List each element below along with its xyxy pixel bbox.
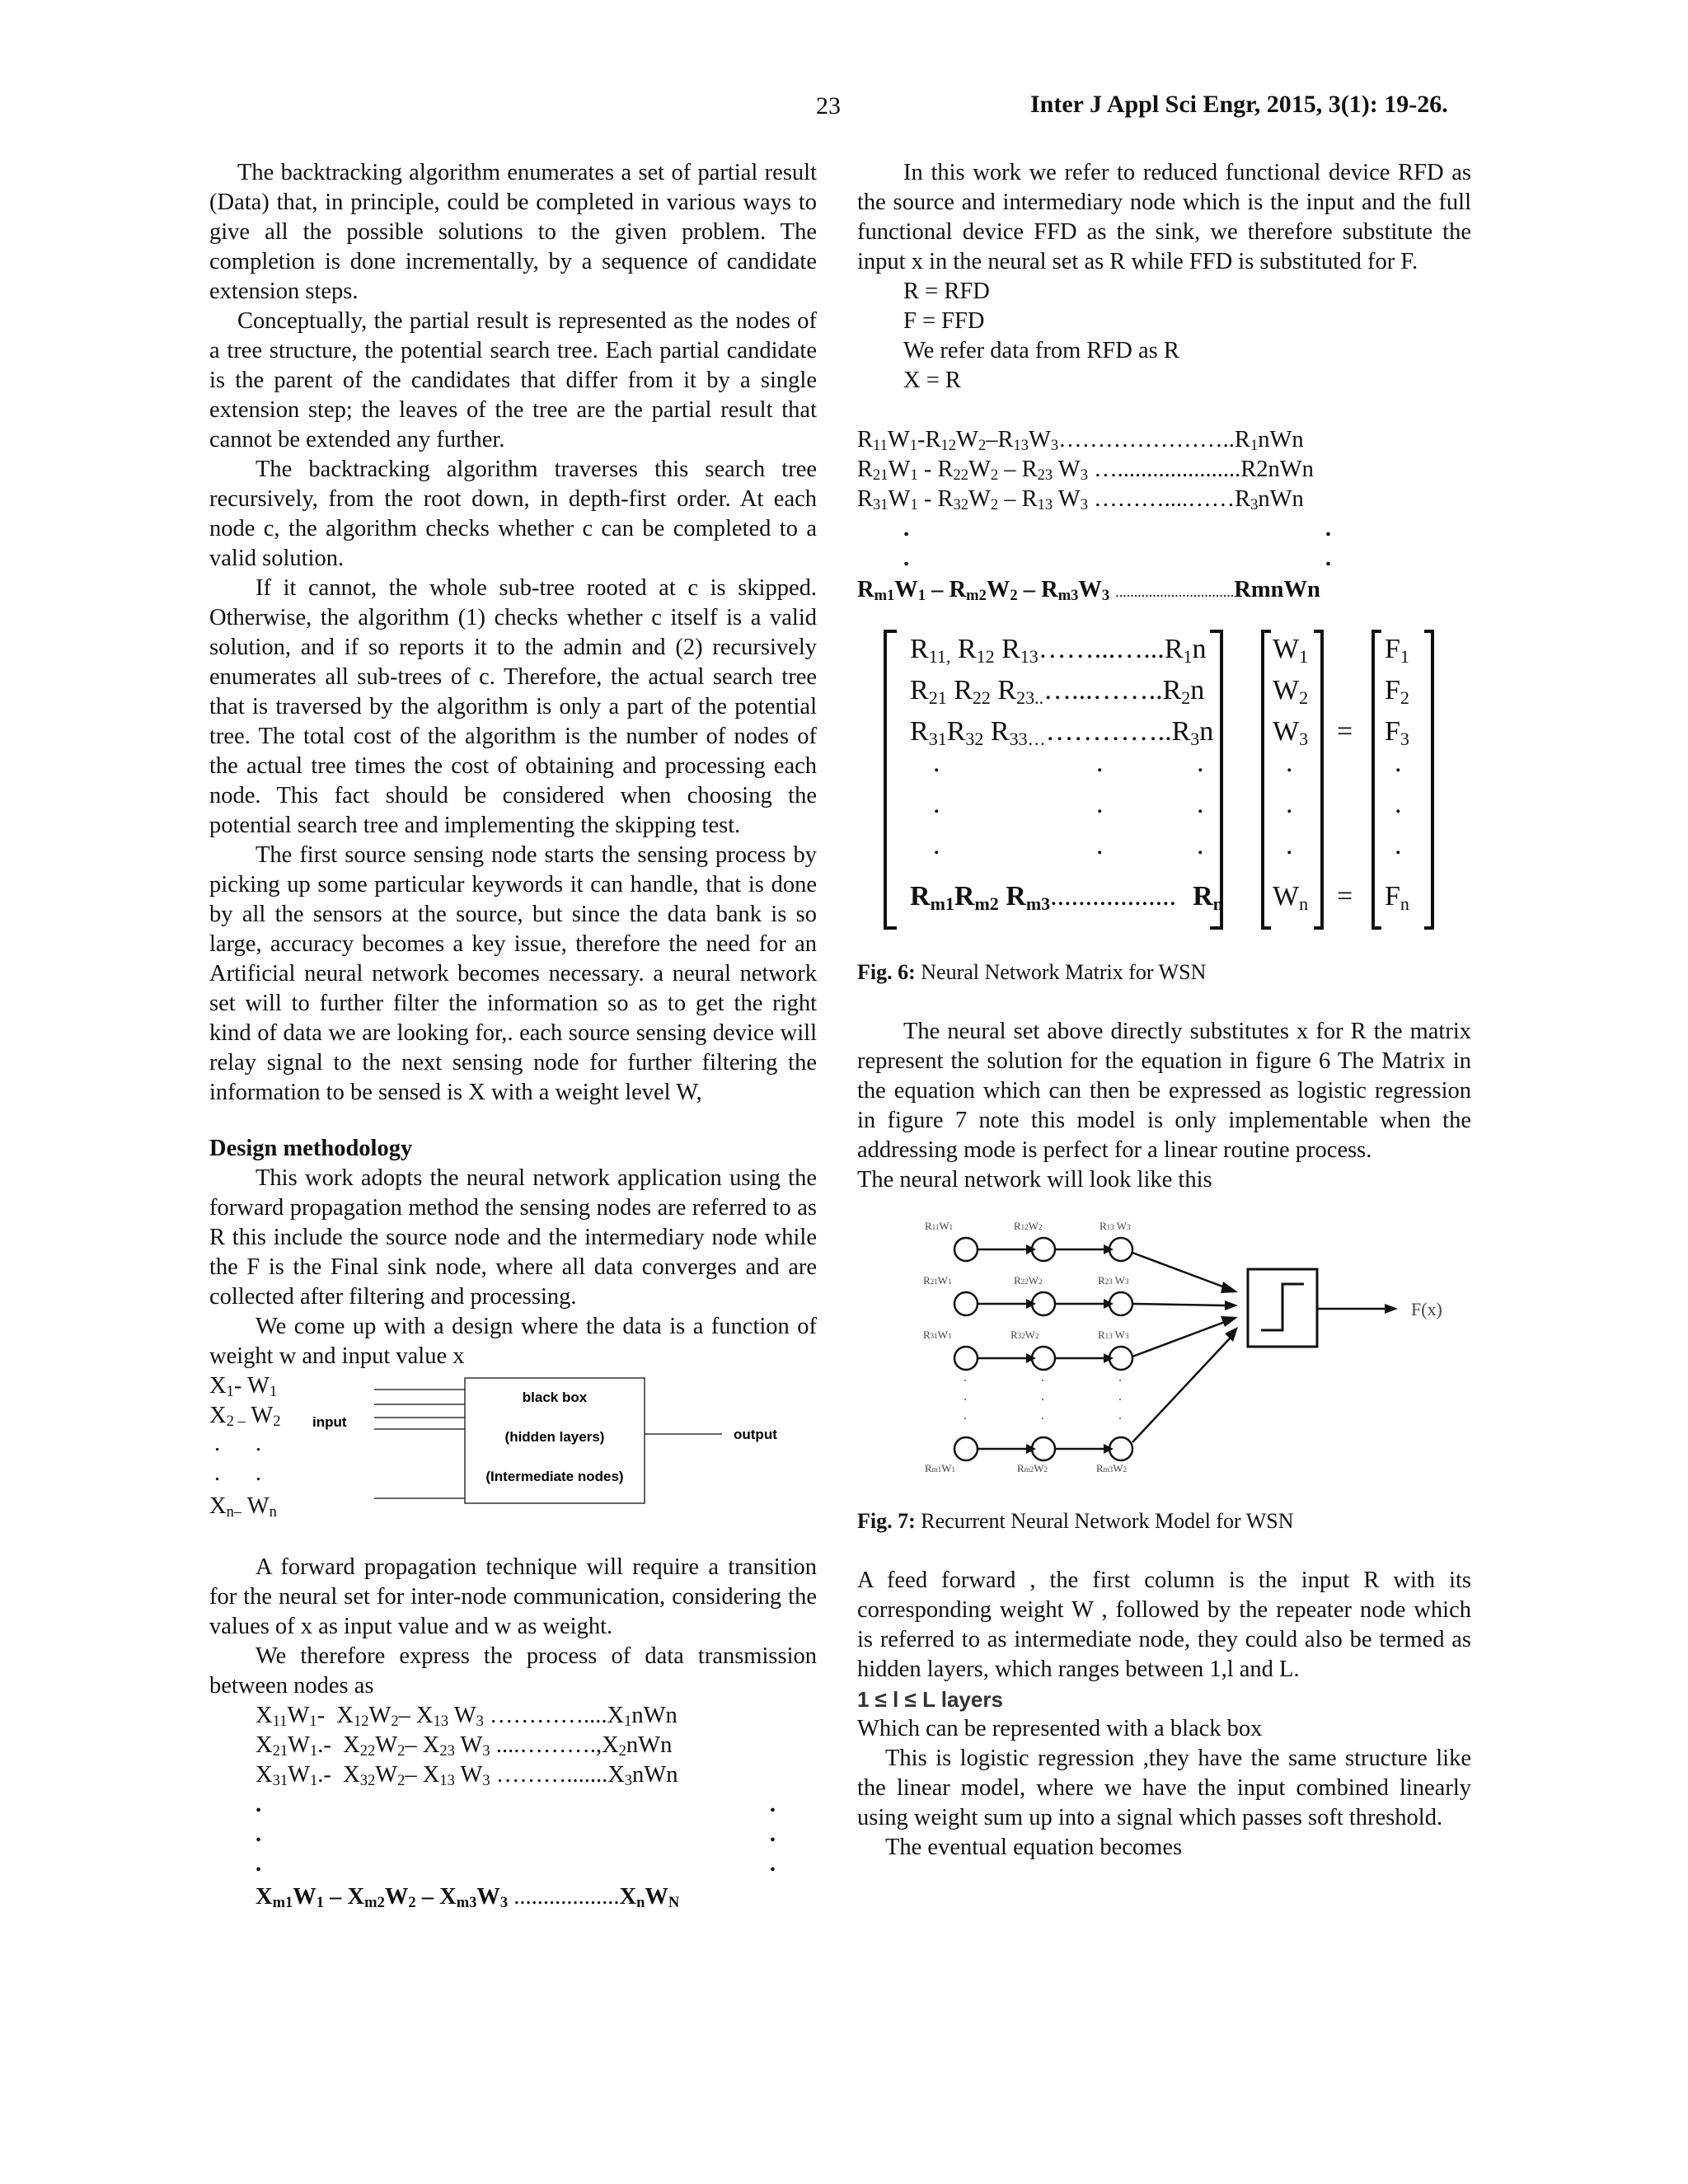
- paragraph-rfd-ffd: In this work we refer to reduced functional device RFD as the source and intermediary node which is the input and the full functional device FFD as the sink, we therefore substitute the input x in the neural set as R while FFD is substituted for F.: [857, 160, 1471, 274]
- x-dots-3: . .: [256, 1851, 776, 1877]
- svg-text:W2: W2: [1273, 675, 1309, 708]
- svg-text:R11W1: R11W1: [925, 1220, 954, 1232]
- svg-text:R32W2: R32W2: [1010, 1329, 1039, 1341]
- x-equation-2: $X_{21}W_1.-$ $X_{22}W_2-$ $X_{23}$ $W_3$ $....\dots\dots\dots.,X_2nWn$: [256, 1732, 673, 1760]
- r-equation-2: $R_{21}W_1 - R_{22}W_2 - R_{23}$ $W_3$ ….....................R2nWn: [857, 457, 1314, 484]
- svg-text:.: .: [1395, 789, 1402, 819]
- definition-f: F = FFD: [903, 308, 985, 334]
- svg-text:Rm1W1: Rm1W1: [925, 1462, 955, 1474]
- paragraph-forward-propagation: A forward propagation technique will require a transition for the neural set for inter-node communication, considering the values of x as input value and w as weight.: [209, 1554, 817, 1639]
- paragraph-neural-set: The neural set above directly substitutes x for R the matrix represent the solution for the equation in figure 6 The Matrix in the equation which can then be expressed as logistic regression in figure 7 note this model is only implementable when the addressing mode is perfect for a linear routine process.: [857, 1019, 1471, 1163]
- x-equation-1: $X_{11}W_1-$ $X_{12}W_2-$ $X_{13}$ $W_3$ $\dots\dots\dots\dots....X_1nWn$: [256, 1703, 678, 1730]
- svg-text:Wn: Wn: [1273, 881, 1309, 914]
- paragraph-function: We come up with a design where the data is a function of weight w and input value x: [209, 1314, 817, 1369]
- svg-text:·: ·: [963, 1391, 968, 1408]
- input-label: input: [312, 1414, 347, 1430]
- svg-text:=: =: [1337, 881, 1353, 912]
- x-dots-1: . .: [256, 1792, 776, 1817]
- r-equation-3: $R_{31}W_1 - R_{32}W_2 - R_{13}$ $W_3$ $\dots\dots\dots....\dots\dots R_3nWn$: [857, 486, 1304, 513]
- paragraph-feed-forward: A feed forward , the first column is the input R with its corresponding weight W , followed by the repeater node which is referred to as intermediate node, they could also be termed as hidden layers, which ranges between 1,l and L.: [857, 1568, 1471, 1682]
- definition-x: X = R: [903, 368, 961, 393]
- svg-text:·: ·: [963, 1410, 968, 1427]
- svg-text:R11, R12 R13……...…...R1n: R11, R12 R13……...…...R1n: [910, 634, 1207, 667]
- input-dots-2: . .: [214, 1460, 261, 1486]
- svg-text:.: .: [933, 830, 940, 860]
- svg-text:Fn: Fn: [1385, 881, 1409, 914]
- paragraph-design: This work adopts the neural network application using the forward propagation method the sensing nodes are referred to as R this include the source node and the intermediary node while the F is the Final sink node, where all data converges and are collected after filtering and processing.: [209, 1165, 817, 1310]
- figure-6-caption: [857, 958, 1471, 987]
- page-number: 23: [816, 92, 841, 120]
- svg-text:·: ·: [1118, 1391, 1123, 1408]
- layer-range: 1 ≤ l ≤ L layers: [857, 1687, 1003, 1712]
- box-intermediate-nodes: (Intermediate nodes): [485, 1469, 624, 1484]
- definition-data: We refer data from RFD as R: [903, 338, 1179, 363]
- svg-text:R31R32 R33……………..R3n: R31R32 R33……………..R3n: [910, 716, 1214, 749]
- x-equation-3: $X_{31}W_1.-$ $X_{32}W_2-$ $X_{13}$ $W_3$ $\dots\dots\dots.......X_3nWn$: [256, 1762, 678, 1789]
- box-title: black box: [522, 1390, 588, 1405]
- journal-header: Inter J Appl Sci Engr, 2015, 3(1): 19-26.: [1030, 91, 1448, 118]
- svg-text:.: .: [933, 748, 940, 778]
- box-hidden-layers: (hidden layers): [504, 1429, 605, 1445]
- svg-text:.: .: [1395, 748, 1402, 778]
- paragraph-sensing-node: The first source sensing node starts the sensing process by picking up some particular keywords it can handle, that is done by all the sensors at the source, but since the data bank is so large, accuracy becomes a key issue, therefore the need for an Artificial neural network becomes necessary. a neural network set will to further filter the information so as to get the right kind of data we are looking for,. each source sensing device will relay signal to the next sensing node for further filtering the information to be sensed is X with a weight level W,: [209, 842, 817, 1105]
- paragraph-skipping: If it cannot, the whole sub-tree rooted at c is skipped. Otherwise, the algorithm (1) checks whether c itself is a valid solution, and if so reports it to the admin and (2) recursively enumerates all sub-trees of c. Therefore, the actual search tree that is traversed by the algorithm is only a part of the potential tree. The total cost of the algorithm is the number of nodes of the actual tree times the cost of obtaining and processing each node. This fact should be considered when choosing the potential search tree and implementing the skipping test.: [209, 575, 817, 838]
- svg-text:Rm3W2: Rm3W2: [1096, 1462, 1127, 1474]
- r-equations: [857, 425, 1471, 607]
- paragraph-transmission: We therefore express the process of data transmission between nodes as: [209, 1643, 817, 1699]
- figure-6-label: Fig. 6:: [857, 960, 916, 984]
- network-output-label: F(x): [1411, 1299, 1442, 1319]
- svg-text:.: .: [1286, 748, 1293, 778]
- svg-text:·: ·: [1118, 1410, 1123, 1427]
- svg-text:.: .: [1395, 830, 1402, 860]
- svg-text:·: ·: [1118, 1372, 1123, 1389]
- svg-text:·: ·: [963, 1372, 968, 1389]
- r-dots-1: . .: [903, 516, 1331, 541]
- svg-text:F3: F3: [1385, 716, 1409, 749]
- svg-text:=: =: [1337, 716, 1353, 747]
- svg-text:.: .: [1286, 789, 1293, 819]
- right-column: [857, 158, 1471, 1863]
- black-box-diagram: [209, 1371, 817, 1523]
- x-equations: [209, 1701, 817, 1912]
- recurrent-network-figure: [857, 1216, 1471, 1488]
- input-var-1: $X_1-$ $W_1$: [209, 1373, 278, 1400]
- svg-text:.: .: [1096, 789, 1104, 819]
- figure-7-label: Fig. 7:: [857, 1509, 916, 1533]
- section-heading: Design methodology: [209, 1136, 413, 1161]
- svg-text:.: .: [1197, 830, 1204, 860]
- svg-text:.: .: [1286, 830, 1293, 860]
- svg-text:·: ·: [1040, 1372, 1045, 1389]
- black-box-figure: [209, 1371, 817, 1523]
- paragraph-backtracking-intro: The backtracking algorithm enumerates a set of partial result (Data) that, in principle, could be completed in various ways to give all the possible solutions to the given problem. The completion is done incrementally, by a sequence of candidate extension steps.: [209, 160, 817, 304]
- svg-text:R13 W3: R13 W3: [1100, 1220, 1131, 1232]
- left-column: [209, 158, 817, 1912]
- svg-text:R21W1: R21W1: [923, 1274, 952, 1286]
- definition-r: R = RFD: [903, 279, 990, 304]
- input-dots-1: . .: [214, 1431, 261, 1456]
- paragraph-eventual: The eventual equation becomes: [885, 1835, 1183, 1860]
- svg-text:.: .: [1197, 748, 1204, 778]
- svg-text:W1: W1: [1273, 634, 1309, 667]
- svg-text:R13 W3: R13 W3: [1098, 1329, 1129, 1341]
- paragraph-tree-structure: Conceptually, the partial result is represented as the nodes of a tree structure, the potential search tree. Each partial candidate is the parent of the candidates that differ from it by a single extension step; the leaves of the tree are the partial result that cannot be extended any further.: [209, 308, 817, 452]
- svg-text:.: .: [1096, 748, 1104, 778]
- svg-text:.: .: [1197, 789, 1204, 819]
- neural-network-matrix-figure: [857, 615, 1471, 953]
- paragraph-logistic: This is logistic regression ,they have the same structure like the linear model, where we have the input combined linearly using weight sum up into a signal which passes soft threshold.: [857, 1746, 1471, 1830]
- figure-7-caption: [857, 1507, 1471, 1536]
- output-label: output: [734, 1427, 777, 1442]
- paragraph-network-look: The neural network will look like this: [857, 1167, 1212, 1193]
- svg-text:.: .: [1096, 830, 1104, 860]
- r-equation-1: $R_{11}W_1-R_{12}W_2-R_{13}W_3\dots\dots\dots\dots\dots\dots\dots..R_1nWn$: [857, 427, 1304, 454]
- svg-text:Rm1Rm2 Rm3..................Rn: Rm1Rm2 Rm3.................. Rn: [910, 881, 1223, 914]
- paragraph-traversal: The backtracking algorithm traverses this search tree recursively, from the root down, in depth-first order. At each node c, the algorithm checks whether c can be completed to a valid solution.: [209, 457, 817, 571]
- svg-text:R31W1: R31W1: [923, 1329, 952, 1341]
- svg-text:·: ·: [1040, 1391, 1045, 1408]
- paragraph-black-box: Which can be represented with a black box: [857, 1716, 1263, 1741]
- x-dots-2: . .: [256, 1821, 776, 1847]
- svg-text:.: .: [933, 789, 940, 819]
- svg-text:F1: F1: [1385, 634, 1409, 667]
- svg-text:R22W2: R22W2: [1014, 1274, 1043, 1286]
- figure-7-title: Recurrent Neural Network Model for WSN: [915, 1509, 1294, 1533]
- r-equation-m: $R_{m1}W_1 - R_{m2}W_2 - R_{m3}W_3$ ................................RmnWn: [857, 577, 1320, 604]
- svg-text:R12W2: R12W2: [1014, 1220, 1043, 1232]
- svg-text:F2: F2: [1385, 675, 1409, 708]
- svg-text:R23 W3: R23 W3: [1098, 1274, 1129, 1286]
- svg-text:R21 R22 R23..…...……..R2n: R21 R22 R23..…...……..R2n: [910, 675, 1205, 708]
- svg-text:W3: W3: [1273, 716, 1309, 749]
- input-var-n: $X_{n-}$ $W_n$: [209, 1493, 277, 1521]
- figure-6-title: Neural Network Matrix for WSN: [915, 960, 1207, 984]
- input-var-2: $X_{2 -}$ $W_2$: [209, 1403, 281, 1430]
- svg-text:·: ·: [1040, 1410, 1045, 1427]
- r-dots-2: . .: [903, 546, 1331, 571]
- svg-text:Rm2W2: Rm2W2: [1017, 1462, 1048, 1474]
- x-equation-m: $X_{m1}W_1 - X_{m2}W_2 - X_{m3}W_3$ $..................X_nW_N$: [256, 1884, 680, 1911]
